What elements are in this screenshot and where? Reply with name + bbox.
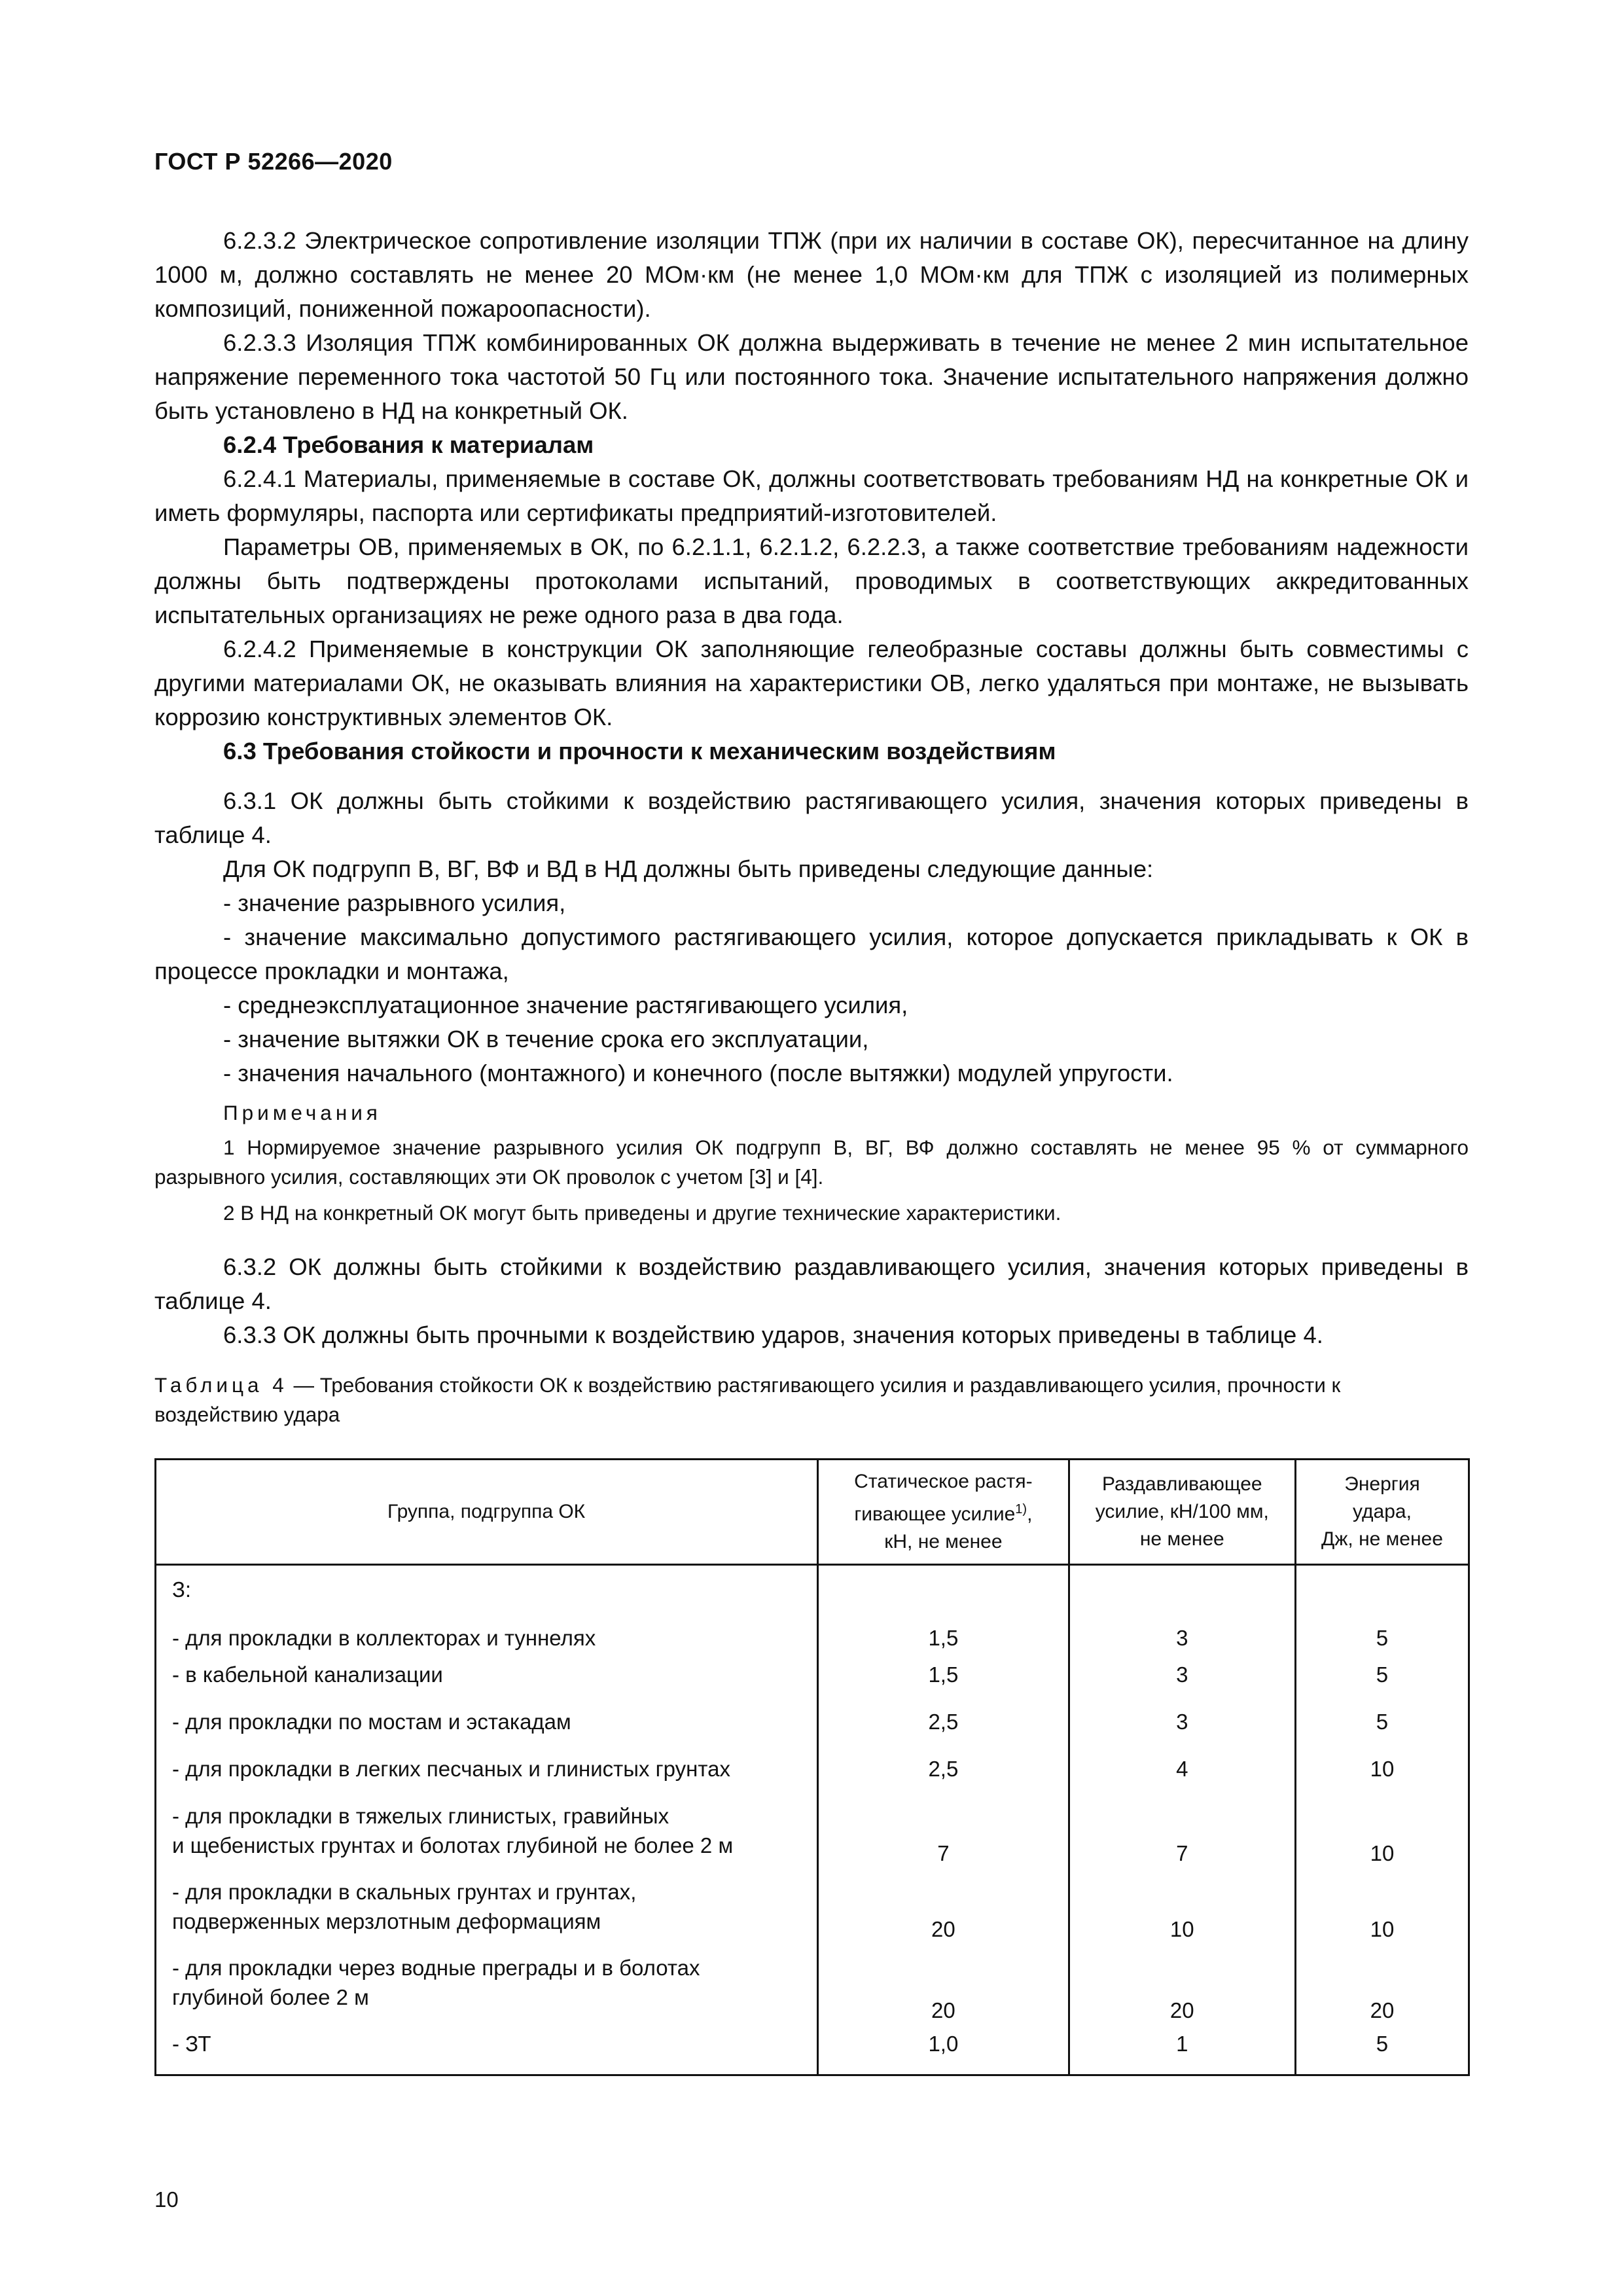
list-item: - значение разрывного усилия, [223, 889, 566, 916]
document-code: ГОСТ Р 52266—2020 [154, 148, 393, 175]
row-energy: 10 [1295, 1754, 1469, 1801]
header-energy: Энергия удара, Дж, не менее [1295, 1460, 1469, 1565]
notes-title: Примечания [223, 1101, 382, 1124]
table-row [156, 1801, 1469, 1877]
table-row [156, 1565, 1469, 1624]
paragraph-6-3-3: 6.3.3 ОК должны быть прочными к воздействию ударов, значения которых приведены в таблице 4. [223, 1321, 1323, 1348]
row-energy: 20 [1295, 1953, 1469, 2029]
table-row [156, 1877, 1469, 1953]
row-name: - для прокладки в коллекторах и туннелях [156, 1623, 818, 1660]
header-crush: Раздавливающее усилие, кН/100 мм, не менее [1069, 1460, 1295, 1565]
list-item: - значение вытяжки ОК в течение срока его эксплуатации, [223, 1026, 869, 1052]
paragraph-6-2-3-3: 6.2.3.3 Изоляция ТПЖ комбинированных ОК должна выдерживать в течение не менее 2 мин испытательное напряжение переменного тока частотой 50 Гц или постоянного тока. Значение испытательного напряжения должно быть установлено в НД на конкретный ОК. [154, 329, 1469, 424]
group-label: З: [156, 1565, 818, 1624]
row-tensile: 2,5 [818, 1754, 1069, 1801]
paragraph-6-3-2: 6.3.2 ОК должны быть стойкими к воздействию раздавливающего усилия, значения которых приведены в таблице 4. [154, 1253, 1469, 1314]
table-header-row [156, 1460, 1469, 1565]
table-row [156, 1623, 1469, 1660]
header-group: Группа, подгруппа ОК [156, 1460, 818, 1565]
header-tensile: Статическое растя- гивающее усилие$^{1)}$, кН, не менее [818, 1460, 1069, 1565]
row-energy: 5 [1295, 1623, 1469, 1660]
row-crush: 3 [1069, 1623, 1295, 1660]
row-crush: 3 [1069, 1660, 1295, 1707]
row-tensile: 1,0 [818, 2029, 1069, 2075]
row-name: - для прокладки в тяжелых глинистых, гравийных и щебенистых грунтах и болотах глубиной не более 2 м [156, 1801, 818, 1877]
row-name: - для прокладки в легких песчаных и глинистых грунтах [156, 1754, 818, 1801]
row-tensile: 20 [818, 1877, 1069, 1953]
page-number: 10 [154, 2187, 179, 2212]
table-row [156, 1707, 1469, 1754]
paragraph-6-3-1: 6.3.1 ОК должны быть стойкими к воздействию растягивающего усилия, значения которых приведены в таблице 4. [154, 787, 1469, 848]
row-tensile: 2,5 [818, 1707, 1069, 1754]
row-crush: 7 [1069, 1801, 1295, 1877]
row-energy: 5 [1295, 1707, 1469, 1754]
table-row [156, 1953, 1469, 2029]
row-energy: 5 [1295, 2029, 1469, 2075]
row-tensile: 1,5 [818, 1660, 1069, 1707]
paragraph-6-2-4-1-b: Параметры ОВ, применяемых в ОК, по 6.2.1.1, 6.2.1.2, 6.2.2.3, а также соответствие требованиям надежности должны быть подтверждены протоколами испытаний, проводимых в соответствующих аккредитованных испытательных организациях не реже одного раза в два года. [154, 533, 1469, 628]
row-crush: 10 [1069, 1877, 1295, 1953]
row-tensile: 7 [818, 1801, 1069, 1877]
table-row [156, 1660, 1469, 1707]
row-energy: 10 [1295, 1877, 1469, 1953]
paragraph-6-2-4-2: 6.2.4.2 Применяемые в конструкции ОК заполняющие гелеобразные составы должны быть совместимы с другими материалами ОК, не оказывать влияния на характеристики ОВ, легко удаляться при монтаже, не вызывать коррозию конструктивных элементов ОК. [154, 636, 1469, 730]
row-name: - ЗТ [156, 2029, 818, 2075]
table-caption-label: Таблица 4 [154, 1373, 288, 1397]
row-name: - для прокладки через водные преграды и в болотах глубиной более 2 м [156, 1953, 818, 2029]
row-crush: 3 [1069, 1707, 1295, 1754]
row-tensile: 1,5 [818, 1623, 1069, 1660]
row-crush: 4 [1069, 1754, 1295, 1801]
row-energy: 10 [1295, 1801, 1469, 1877]
row-name: - в кабельной канализации [156, 1660, 818, 1707]
list-item: - среднеэксплуатационное значение растягивающего усилия, [223, 992, 908, 1018]
requirements-table [154, 1458, 1470, 2076]
section-6-3-text [154, 734, 1469, 1090]
note-2: 2 В НД на конкретный ОК могут быть приведены и другие технические характеристики. [223, 1201, 1061, 1225]
heading-6-2-4: 6.2.4 Требования к материалам [223, 431, 594, 458]
row-energy: 5 [1295, 1660, 1469, 1707]
list-item: - значения начального (монтажного) и конечного (после вытяжки) модулей упругости. [223, 1060, 1173, 1086]
paragraph-6-3-1-b: Для ОК подгрупп В, ВГ, ВФ и ВД в НД должны быть приведены следующие данные: [223, 855, 1154, 882]
row-tensile: 20 [818, 1953, 1069, 2029]
notes-block [154, 1098, 1469, 1228]
row-name: - для прокладки в скальных грунтах и грунтах, подверженных мерзлотным деформациям [156, 1877, 818, 1953]
row-crush: 20 [1069, 1953, 1295, 2029]
paragraph-6-2-4-1: 6.2.4.1 Материалы, применяемые в составе ОК, должны соответствовать требованиям НД на конкретные ОК и иметь формуляры, паспорта или сертификаты предприятий-изготовителей. [154, 465, 1469, 526]
row-name: - для прокладки по мостам и эстакадам [156, 1707, 818, 1754]
paragraph-6-2-3-2: 6.2.3.2 Электрическое сопротивление изоляции ТПЖ (при их наличии в составе ОК), пересчитанное на длину 1000 м, должно составлять не менее 20 МОм·км (не менее 1,0 МОм·км для ТПЖ с изоляцией из полимерных композиций, пониженной пожароопасности). [154, 227, 1469, 322]
table-row [156, 1754, 1469, 1801]
table-caption-text: — Требования стойкости ОК к воздействию растягивающего усилия и раздавливающего усилия, прочности к воздействию удара [154, 1373, 1341, 1426]
list-item: - значение максимально допустимого растягивающего усилия, которое допускается прикладывать к ОК в процессе прокладки и монтажа, [154, 924, 1469, 984]
heading-6-3: 6.3 Требования стойкости и прочности к механическим воздействиям [223, 738, 1056, 764]
table-caption [154, 1371, 1469, 1429]
row-crush: 1 [1069, 2029, 1295, 2075]
section-6-3-2-text [154, 1250, 1469, 1352]
note-1: 1 Нормируемое значение разрывного усилия ОК подгрупп В, ВГ, ВФ должно составлять не менее 95 % от суммарного разрывного усилия, составляющих эти ОК проволок с учетом [3] и [4]. [154, 1136, 1469, 1189]
table-row [156, 2029, 1469, 2075]
section-6-2-text [154, 224, 1469, 734]
